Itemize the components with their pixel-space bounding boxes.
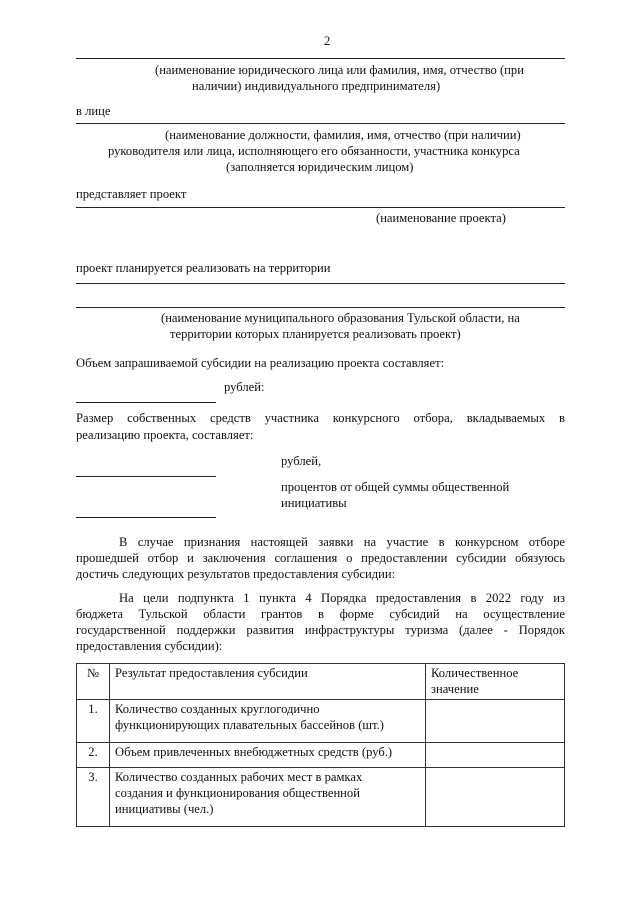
row-result: Количество созданных рабочих мест в рамках создания и функционирования общественной инициативы (чел.): [110, 768, 426, 827]
percent-label-line-1: процентов от общей суммы общественной: [281, 480, 510, 494]
row-result: Количество созданных круглогодично функционирующих плавательных бассейнов (шт.): [110, 700, 426, 743]
table-row: [77, 700, 565, 743]
caption-project: (наименование проекта): [376, 211, 506, 225]
purpose-line-2: бюджета Тульской области грантов в форме субсидий на осуществление: [76, 607, 565, 621]
header-result: Результат предоставления субсидии: [110, 664, 426, 700]
row-number: 1.: [77, 700, 110, 743]
rubles-label-1: рублей:: [224, 380, 265, 394]
caption-municipality-line-1: (наименование муниципального образования Тульской области, на: [161, 311, 520, 325]
commitment-line-2: прошедшей отбор и заключения соглашения о предоставлении субсидии обязуюсь: [76, 551, 565, 565]
commitment-line-1: В случае признания настоящей заявки на участие в конкурсном отборе: [119, 535, 565, 549]
own-funds-amount-field-line[interactable]: [76, 476, 216, 477]
row-result: Объем привлеченных внебюджетных средств (руб.): [110, 743, 426, 768]
purpose-line-1: На цели подпункта 1 пункта 4 Порядка предоставления в 2022 году из: [119, 591, 565, 605]
percent-field-line[interactable]: [76, 517, 216, 518]
table-row: [77, 743, 565, 768]
row-number: 2.: [77, 743, 110, 768]
rubles-label-2: рублей,: [281, 454, 322, 468]
caption-entity-line-2: наличии) индивидуального предпринимателя): [192, 79, 441, 93]
page-number: 2: [324, 34, 331, 48]
caption-entity-line-1: (наименование юридического лица или фамилия, имя, отчество (при: [155, 63, 524, 77]
territory-field-line-2[interactable]: [76, 307, 565, 308]
header-number: №: [77, 664, 110, 700]
caption-municipality-line-2: территории которых планируется реализовать проект): [170, 327, 461, 341]
caption-position-line-1: (наименование должности, фамилия, имя, отчество (при наличии): [165, 128, 521, 142]
row-value-cell[interactable]: [426, 768, 565, 827]
presents-project-label: представляет проект: [76, 187, 187, 201]
position-field-line[interactable]: [76, 123, 565, 124]
in-person-label: в лице: [76, 104, 111, 118]
results-table: [76, 663, 565, 827]
caption-position-line-2: руководителя или лица, исполняющего его обязанности, участника конкурса: [108, 144, 520, 158]
subsidy-amount-field-line[interactable]: [76, 402, 216, 403]
own-funds-line-2: реализацию проекта, составляет:: [76, 428, 254, 442]
entity-name-field-line[interactable]: [76, 58, 565, 59]
row-value-cell[interactable]: [426, 743, 565, 768]
header-value: Количественное значение: [426, 664, 565, 700]
subsidy-amount-label: Объем запрашиваемой субсидии на реализацию проекта составляет:: [76, 356, 445, 370]
row-number: 3.: [77, 768, 110, 827]
territory-label: проект планируется реализовать на территории: [76, 261, 331, 275]
table-row: [77, 768, 565, 827]
table-header-row: [77, 664, 565, 700]
caption-position-line-3: (заполняется юридическим лицом): [226, 160, 414, 174]
territory-field-line-1[interactable]: [76, 283, 565, 284]
own-funds-line-1: Размер собственных средств участника конкурсного отбора, вкладываемых в: [76, 411, 565, 425]
percent-label-line-2: инициативы: [281, 496, 347, 510]
row-value-cell[interactable]: [426, 700, 565, 743]
project-name-field-line[interactable]: [76, 207, 565, 208]
purpose-line-4: предоставления субсидии):: [76, 639, 223, 653]
commitment-line-3: достичь следующих результатов предоставления субсидии:: [76, 567, 396, 581]
purpose-line-3: государственной поддержки развития инфраструктуры туризма (далее - Порядок: [76, 623, 565, 637]
